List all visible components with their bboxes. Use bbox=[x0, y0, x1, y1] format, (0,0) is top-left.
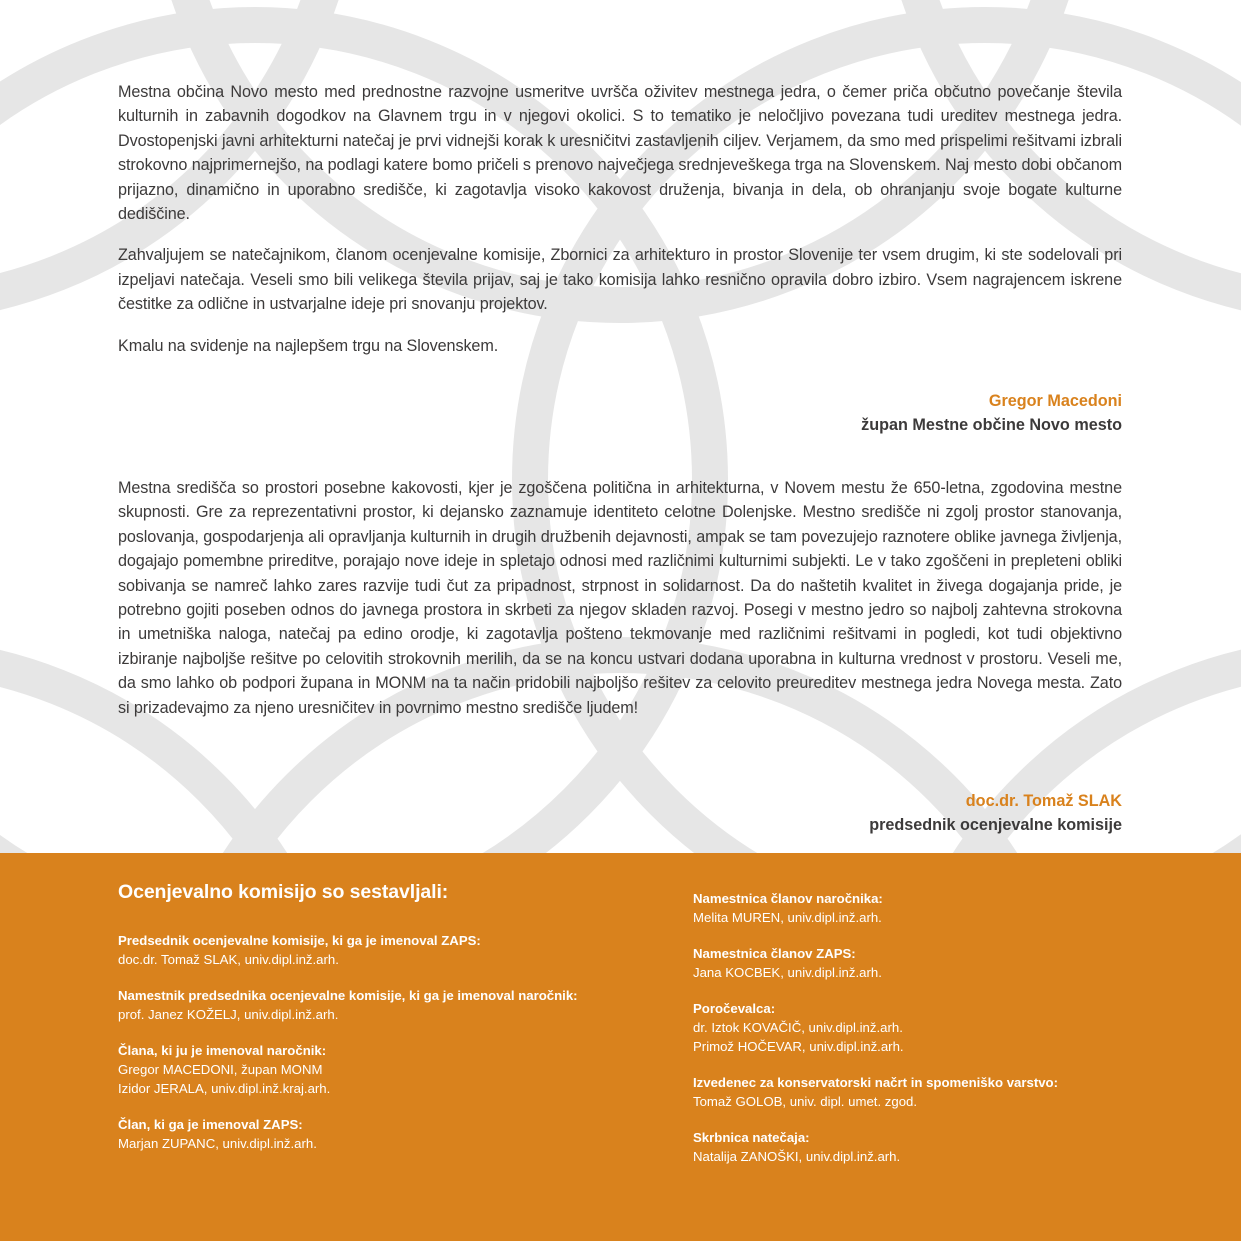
commission-president-signature bbox=[869, 789, 1122, 837]
jury-group bbox=[693, 1073, 1193, 1111]
jury-member: dr. Iztok KOVAČIČ, univ.dipl.inž.arh. bbox=[693, 1020, 903, 1035]
signature-name: Gregor Macedoni bbox=[988, 392, 1122, 410]
jury-group bbox=[118, 986, 658, 1024]
jury-member: Melita MUREN, univ.dipl.inž.arh. bbox=[693, 910, 882, 925]
commission-paragraph: Mestna središča so prostori posebne kakovosti, kjer je zgoščena politična in arhitekturna, v Novem mestu že 650-letna, zgodovina mestne skupnosti. Gre za reprezentativni prostor, ki dejansko zaznamuje identiteto celotne Dolenjske. Mestno središče ni zgolj prostor stanovanja, poslovanja, gospodarjenja ali opravljanja kulturnih in drugih družbenih dejavnosti, ampak se tam povezujejo raznotere oblike javnega življenja, dogajajo pomembne prireditve, porajajo nove ideje in spletajo odnosi med različnimi kulturnimi subjekti. Le v tako zgoščeni in prepleteni obliki sobivanja se namreč lahko zares razvije tudi čut za pripadnost, strpnost in solidarnost. Da do naštetih kvalitet in živega dogajanja pride, je potrebno gojiti poseben odnos do javnega prostora in skrbeti za njegov skladen razvoj. Posegi v mestno jedro so najbolj zahtevna strokovna in umetniška naloga, natečaj pa edino orodje, ki zagotavlja pošteno tekmovanje med različnimi rešitvami in pogledi, kot tudi objektivno izbiranje najboljše rešitve po celovitih strokovnih merilih, da se na koncu ustvari dodana uporabna in kulturna vrednost v prostoru. Veseli me, da smo lahko ob podpori župana in MONM na ta način pridobili najboljšo rešitev za celovito preureditev mestnega jedra Novega mesta. Zato si prizadevajmo za njeno uresničitev in povrnimo mestno središče ljudem! bbox=[118, 479, 1122, 717]
jury-member: Marjan ZUPANC, univ.dipl.inž.arh. bbox=[118, 1136, 317, 1151]
jury-group-title: Namestnica članov naročnika: bbox=[693, 891, 883, 906]
signature-role: župan Mestne občine Novo mesto bbox=[861, 416, 1122, 434]
jury-member: Tomaž GOLOB, univ. dipl. umet. zgod. bbox=[693, 1094, 918, 1109]
jury-group-title: Izvedenec za konservatorski načrt in spomeniško varstvo: bbox=[693, 1075, 1059, 1090]
jury-member: Gregor MACEDONI, župan MONM bbox=[118, 1062, 323, 1077]
jury-group-title: Predsednik ocenjevalne komisije, ki ga je imenoval ZAPS: bbox=[118, 933, 481, 948]
jury-group bbox=[693, 889, 1193, 927]
jury-group bbox=[118, 931, 658, 969]
jury-member: prof. Janez KOŽELJ, univ.dipl.inž.arh. bbox=[118, 1007, 339, 1022]
jury-group bbox=[693, 944, 1193, 982]
jury-member: Izidor JERALA, univ.dipl.inž.kraj.arh. bbox=[118, 1081, 331, 1096]
intro-paragraph: Zahvaljujem se natečajnikom, članom ocenjevalne komisije, Zbornici za arhitekturo in prostor Slovenije ter vsem drugim, ki ste sodelovali pri izpeljavi natečaja. Veseli smo bili velikega števila prijav, saj je tako komisija lahko resnično opravila dobro izbiro. Vsem nagrajencem iskrene čestitke za odlične in ustvarjalne ideje pri snovanju projektov. bbox=[118, 246, 1122, 314]
jury-right-column bbox=[693, 889, 1193, 1183]
mayor-introduction bbox=[118, 80, 1122, 358]
jury-member: Primož HOČEVAR, univ.dipl.inž.arh. bbox=[693, 1039, 904, 1054]
intro-paragraph: Mestna občina Novo mesto med prednostne razvojne usmeritve uvršča oživitev mestnega jedra, o čemer priča občutno povečanje števila kulturnih in zabavnih dogodkov na Glavnem trgu in v njegovi okolici. S to tematiko je neločljivo povezana tudi ureditev mestnega jedra. Dvostopenjski javni arhitekturni natečaj je prvi vidnejši korak k uresničitvi zastavljenih ciljev. Verjamem, da smo med prispelimi rešitvami izbrali strokovno najprimernejšo, na podlagi katere bomo pričeli s prenovo največjega srednjeveškega trga na Slovenskem. Naj mesto dobi občanom prijazno, dinamično in uporabno središče, ki zagotavlja visoko kakovost druženja, bivanja in dela, ob ohranjanju svoje bogate kulturne dediščine. bbox=[118, 83, 1122, 224]
jury-left-column bbox=[118, 931, 658, 1170]
jury-group-title: Namestnica članov ZAPS: bbox=[693, 946, 856, 961]
mayor-signature bbox=[861, 389, 1122, 437]
jury-group bbox=[693, 999, 1193, 1056]
intro-paragraph: Kmalu na svidenje na najlepšem trgu na Slovenskem. bbox=[118, 336, 499, 355]
jury-heading: Ocenjevalno komisijo so sestavljali: bbox=[118, 881, 449, 903]
jury-group-title: Namestnik predsednika ocenjevalne komisije, ki ga je imenoval naročnik: bbox=[118, 988, 578, 1003]
signature-role: predsednik ocenjevalne komisije bbox=[869, 816, 1122, 834]
jury-group-title: Skrbnica natečaja: bbox=[693, 1130, 810, 1145]
jury-group-title: Član, ki ga je imenoval ZAPS: bbox=[118, 1117, 303, 1132]
jury-group bbox=[118, 1041, 658, 1098]
jury-group bbox=[118, 1115, 658, 1153]
jury-member: Natalija ZANOŠKI, univ.dipl.inž.arh. bbox=[693, 1149, 901, 1164]
jury-group bbox=[693, 1128, 1193, 1166]
jury-member: doc.dr. Tomaž SLAK, univ.dipl.inž.arh. bbox=[118, 952, 339, 967]
jury-member: Jana KOCBEK, univ.dipl.inž.arh. bbox=[693, 965, 882, 980]
jury-group-title: Poročevalca: bbox=[693, 1001, 776, 1016]
jury-group-title: Člana, ki ju je imenoval naročnik: bbox=[118, 1043, 327, 1058]
jury-panel bbox=[0, 853, 1241, 1241]
commission-president-text bbox=[118, 476, 1122, 720]
signature-name: doc.dr. Tomaž SLAK bbox=[965, 792, 1122, 810]
